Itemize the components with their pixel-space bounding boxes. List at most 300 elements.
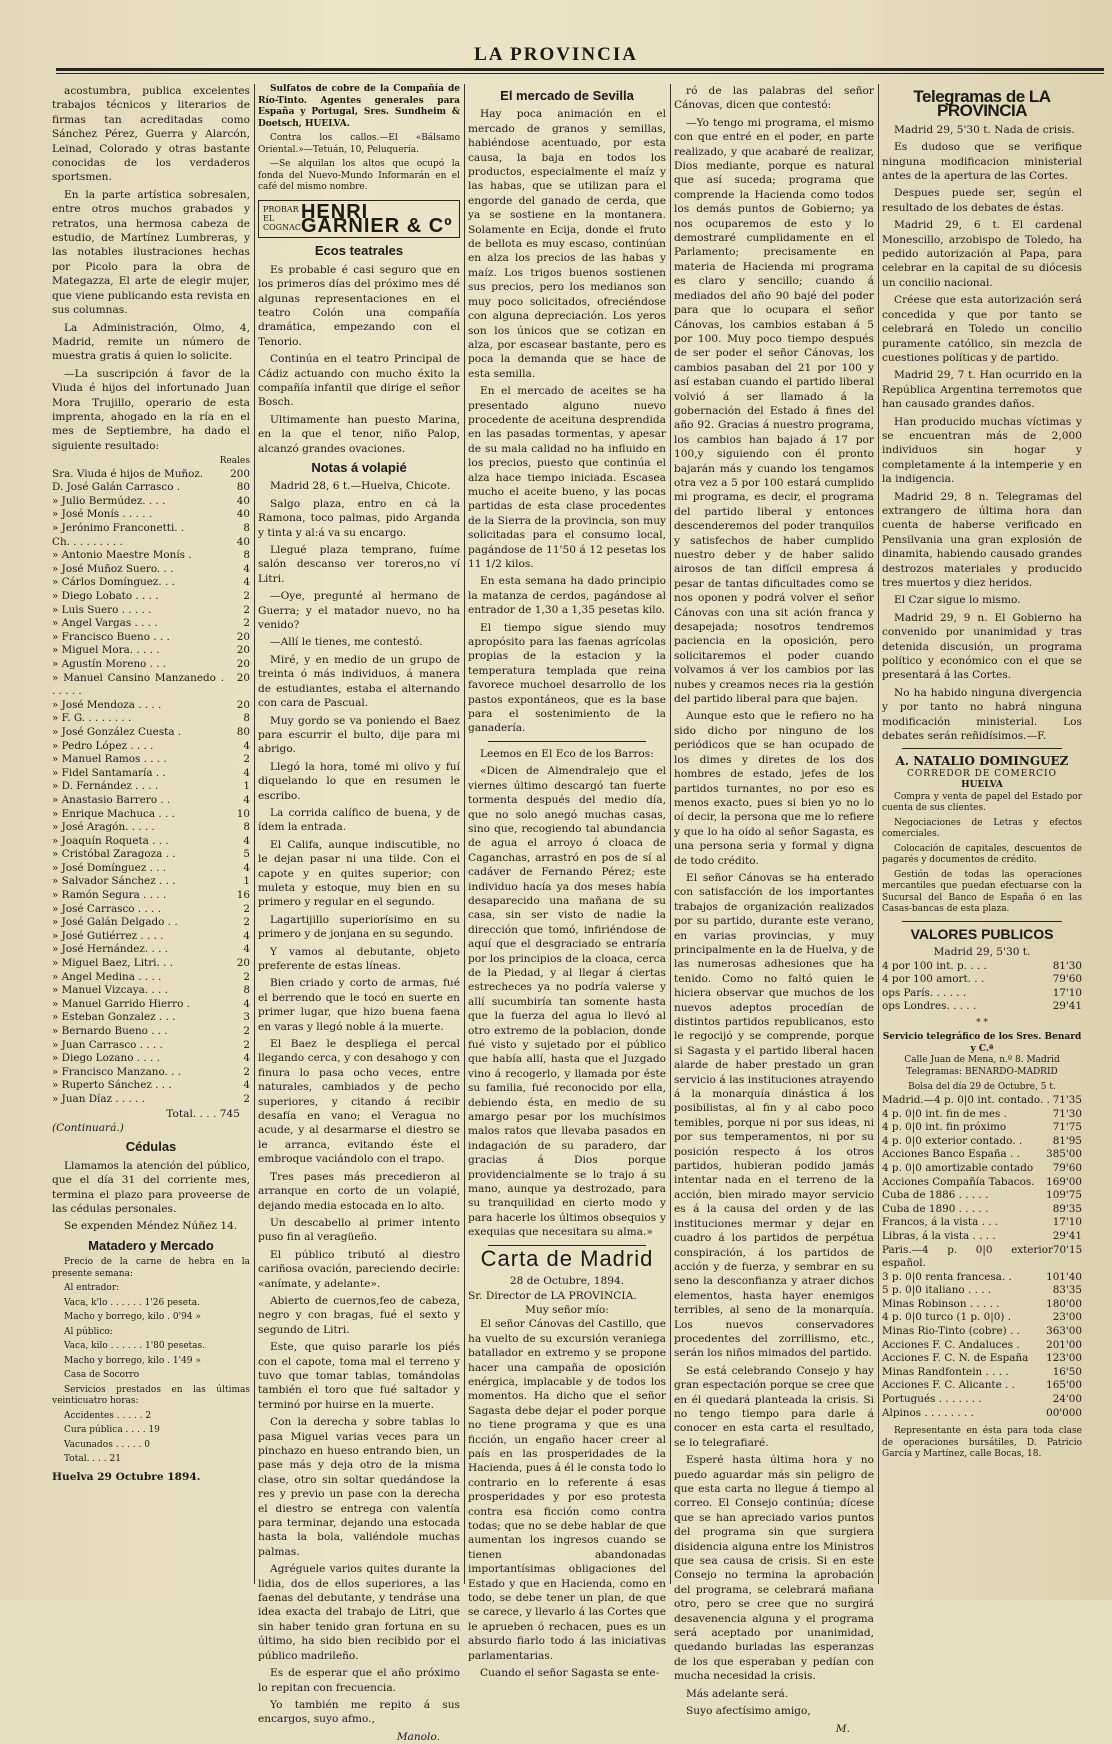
servicio-address: Calle Juan de Mena, n.º 8. Madrid	[904, 1055, 1060, 1066]
paragraph: El público tributó al diestro cariñosa ovación, pareciendo decirle: «anímate, y adelante».	[258, 1248, 460, 1290]
donor-row-value: 4	[243, 576, 250, 589]
donor-row-value: 2	[243, 1038, 250, 1051]
donor-row	[52, 957, 250, 971]
broker-role: CORREDOR DE COMERCIO	[907, 768, 1057, 779]
donor-row-value: 4	[243, 793, 250, 806]
bolsa-row	[882, 1325, 1082, 1339]
donor-row	[52, 576, 250, 590]
price-line: Al entrador:	[64, 1283, 120, 1294]
donor-row	[52, 1066, 250, 1080]
donor-row	[52, 943, 250, 957]
donor-row-value: 20	[236, 630, 250, 643]
bolsa-row-value: 109'75	[1046, 1189, 1082, 1202]
bolsa-row	[882, 1284, 1082, 1298]
service-line: Gestión de todas las operaciones mercantiles que puedan efectuarse con la Sucursal del Banco de España ó en las Casas-bancas de esta plaza.	[882, 869, 1082, 915]
donor-total: Total. . . . 745	[166, 1107, 240, 1120]
donor-row	[52, 481, 250, 495]
matadero-body	[52, 1257, 250, 1466]
bolsa-row-label: Acciones F. C. N. de España	[882, 1352, 1029, 1365]
representative-note: Representante en ésta para toda clase de operaciones bursátiles, D. Patricio García y Martínez, calle Bocas, 18.	[882, 1426, 1082, 1460]
telegram: Créese que esta autorización será concedida y que por tanto se celebrará en Toledo un concilio puramente católico, sin mezcla de cuestiones políticas y de partido.	[882, 294, 1082, 364]
donor-row-value: 2	[243, 753, 250, 766]
valor-row-label: ops Londres. . . . .	[882, 1000, 977, 1013]
bolsa-row	[882, 1271, 1082, 1285]
donor-row-label: » Jerónimo Franconetti. .	[52, 522, 185, 535]
bolsa-row	[882, 1298, 1082, 1312]
price-line: Macho y borrego, kilo . 0'94 »	[64, 1312, 201, 1323]
ecos-title: Ecos teatrales	[314, 243, 404, 259]
donor-row-label: » Fidel Santamaría . .	[52, 766, 166, 779]
valor-row-value: 29'41	[1052, 1000, 1082, 1013]
donor-row	[52, 835, 250, 849]
valor-row-label: ops París. . . . . .	[882, 986, 967, 999]
donor-row-value: 20	[236, 644, 250, 657]
column-divider	[878, 84, 879, 1584]
bolsa-row-label: Portugués . . . . . . .	[882, 1393, 982, 1406]
cedulas-title: Cédulas	[125, 1139, 177, 1155]
donor-row-label: » Miguel Baez, Litri. . .	[52, 957, 174, 970]
donor-row	[52, 590, 250, 604]
donor-row-label: » Manuel Vizcaya. . . .	[52, 984, 168, 997]
donor-row-value: 8	[243, 522, 250, 535]
donor-row-label: » Enrique Machuca . . .	[52, 807, 175, 820]
telegram: Madrid 29, 5'30 t. Nada de crisis.	[894, 123, 1075, 136]
donor-row	[52, 726, 250, 740]
reales-label: Reales	[219, 456, 250, 467]
column-divider	[464, 84, 465, 1584]
donor-row	[52, 984, 250, 998]
donor-row	[52, 916, 250, 930]
donor-row-label: » José González Cuesta .	[52, 725, 182, 738]
paragraph: Miré, y en medio de un grupo de treinta ó más individuos, á manera de estudiantes, estaba el alternando con cara de Pascual.	[258, 653, 460, 710]
bolsa-row-value: 71'75	[1052, 1121, 1082, 1134]
donor-row	[52, 549, 250, 563]
service-line: Compra y venta de papel del Estado por cuenta de sus clientes.	[882, 791, 1082, 814]
bolsa-row-value: 71'30	[1052, 1107, 1082, 1120]
donor-row-value: 40	[236, 535, 250, 548]
bolsa-row	[882, 1230, 1082, 1244]
bolsa-row-value: 16'50	[1052, 1365, 1082, 1378]
donor-row-value: 4	[243, 997, 250, 1010]
cognac-advert	[258, 200, 460, 239]
paragraph: —Allí le tienes, me contestó.	[270, 636, 423, 649]
donor-row	[52, 1025, 250, 1039]
donor-row	[52, 468, 250, 482]
donor-row-value: 5	[243, 848, 250, 861]
donor-row	[52, 563, 250, 577]
mercado-body	[468, 107, 666, 735]
donor-row	[52, 1011, 250, 1025]
donor-row-value: 2	[243, 916, 250, 929]
bolsa-row-value: 00'000	[1046, 1406, 1082, 1419]
bolsa-row	[882, 1121, 1082, 1135]
donor-row-value: 1	[243, 780, 250, 793]
donor-row-label: » Agustín Moreno . . .	[52, 657, 167, 670]
subscription-intro	[52, 84, 250, 453]
donor-row-label: » Juan Carrasco . . . .	[52, 1038, 163, 1051]
donor-row-label: D. José Galán Carrasco .	[52, 481, 181, 494]
bolsa-row-label: Acciones F. C. Andaluces .	[882, 1338, 1020, 1351]
price-line: Total. . . . 21	[64, 1454, 121, 1465]
matadero-title: Matadero y Mercado	[88, 1237, 214, 1253]
bolsa-row	[882, 1176, 1082, 1190]
price-line: Macho y borrego, kilo . 1'49 »	[64, 1355, 201, 1366]
paragraph: acostumbra, publica excelentes trabajos técnicos y literarios de firmas tan acreditadas como Sánchez Pérez, Guerra y Alarcón, Leinad, Colorado y otras bastante conocidas de los verdaderos sportsmen.	[52, 85, 250, 184]
donor-row-value: 2	[243, 970, 250, 983]
bolsa-row-label: Francos, á la vista . . .	[882, 1216, 999, 1229]
paragraph: Se está celebrando Consejo y hay gran espectación porque se cree que en él quedará planteada la crisis. Si no tengo tiempo para darle á conocer en esta carta el resultado, se lo telegrafiaré.	[674, 1364, 874, 1449]
valores-table	[882, 960, 1082, 1014]
donor-row-value: 80	[236, 725, 250, 738]
bolsa-row-label: Acciones Banco España . .	[882, 1148, 1020, 1161]
telegram: Madrid 29, 8 n. Telegramas del extrangero de última hora dan cuenta de haberse verificado en Pensilvania una gran explosión de dinamita, habiendo causado grandes destrozos materiales y producido tres muertos y diez heridos.	[882, 490, 1082, 589]
bolsa-row-value: 23'00	[1052, 1311, 1082, 1324]
bolsa-row	[882, 1379, 1082, 1393]
paragraph: El señor Cánovas se ha enterado con satisfacción de los importantes trabajos de organización realizados por su partido, durante este verano, en varias provincias, y muy principalmente en la de Huelva, y de las numerosas adhesiones que ha tenido. Como no faltó quien le hiciera observar que muchos de los nuevos adeptos procedían de distintos partidos republicanos, esto le regocijó y se comprende, porque si Sagasta y el partido liberal hacen alarde de haber prestado un gran servicio á las instituciones atrayendo á la monarquía dinástica á los posibilistas, al fin y al cabo poco temibles, porque ni por sus ideas, ni por sus temperamentos, ni por su posición respecto á los otros partidos, hubieran podido jamás intentar nada en el terreno de la acción, bien mirado mayor servicio es á la causa del orden y de las instituciones mermar y dejar en cuadro á los partidos de perpétua conspiración, á los partidos de acción y de fuerza, y sembrar en su seno la desconfianza y atraer dichos elementos, hasta hayer enemigos terribles, al seno de la monarquía. Los nuevos conservadores procedentes del zorrillismo, etc., serán los niños mimados del partido.	[674, 871, 874, 1360]
broker-services	[882, 792, 1082, 916]
carta-signature: M.	[835, 1722, 850, 1735]
column-divider	[254, 84, 255, 1584]
paragraph: Llegué plaza temprano, fuíme salón descanso ver toreros,no ví Litri.	[258, 544, 460, 585]
donor-row-label: » Miguel Mora. . . . .	[52, 644, 160, 657]
donor-row-value: 2	[243, 1025, 250, 1037]
donor-row-value: 3	[243, 1011, 250, 1024]
donor-row-label: » D. Fernández . . . .	[52, 780, 159, 793]
donor-row-label: » José Hernández. . . .	[52, 943, 169, 956]
donor-row-value: 4	[243, 562, 250, 575]
donor-row-label: » Esteban Gonzalez . . .	[52, 1011, 176, 1024]
donor-row-value: 2	[243, 902, 250, 915]
donor-row	[52, 780, 250, 794]
paragraph: Es probable é casi seguro que en los primeros días del próximo mes dé algunas representaciones en el teatro Colón una compañía dramática, empezando con el Tenorio.	[258, 263, 460, 348]
donor-row-value: 40	[236, 508, 250, 521]
valor-row	[882, 960, 1082, 974]
ad-callos: Contra los callos.—El «Bálsamo Oriental.»—Tetuán, 10, Peluquería.	[258, 133, 460, 155]
carta-greeting: Muy señor mío:	[525, 1303, 609, 1316]
price-line: Casa de Socorro	[64, 1370, 140, 1381]
donor-row	[52, 1079, 250, 1093]
mercado-title: El mercado de Sevilla	[500, 88, 634, 103]
bolsa-row-value: 169'00	[1046, 1175, 1082, 1188]
telegram: Madrid 29, 6 t. El cardenal Monescillo, arzobispo de Toledo, ha pedido autorización al Papa, para celebrar en la capital de su diócesis un concilio nacional.	[882, 219, 1082, 289]
paragraph: —Oye, pregunté al hermano de Guerra; y el matador nuevo, no ha venido?	[258, 590, 460, 632]
carta-continuation	[674, 84, 874, 1719]
donor-row-value: 8	[243, 549, 250, 562]
price-line: Vacunados . . . . . 0	[64, 1439, 151, 1450]
bolsa-row	[882, 1135, 1082, 1149]
bolsa-row	[882, 1244, 1082, 1271]
carta-date: 28 de Octubre, 1894.	[509, 1275, 625, 1288]
donor-row-label: » Diego Lobato . . . .	[52, 590, 159, 602]
bolsa-row	[882, 1352, 1082, 1366]
bolsa-row-value: 81'95	[1052, 1134, 1082, 1147]
bolsa-row-value: 201'00	[1046, 1338, 1082, 1351]
ad-alquiler: —Se alquilan los altos que ocupó la fonda del Nuevo-Mundo Informarán en el café del mismo nombre.	[258, 159, 460, 192]
donor-row-value: 2	[243, 617, 250, 630]
paragraph: El Baez le despliega el percal llegando cerca, y con desahogo y con finura lo pasa ocho veces, entre naturales, cambiados y de pecho superiores, y citando á recibir desafía en vano; el Veragua no acude, y al desarmarse el diestro se le arranca, evitando éste el embroque vaciándolo con el trapo.	[258, 1038, 460, 1166]
bolsa-row	[882, 1108, 1082, 1122]
bolsa-row-label: Alpinos . . . . . . . .	[882, 1406, 974, 1419]
donor-row-label: » Angel Medina . . . .	[52, 970, 162, 983]
carta-body	[468, 1317, 666, 1680]
donor-row-value: 4	[243, 943, 250, 956]
donor-row-label: » Salvador Sánchez . . .	[52, 875, 176, 888]
notas-body	[258, 479, 460, 1726]
donor-row-label: » Pedro López . . . .	[52, 739, 154, 752]
paragraph: Esperé hasta última hora y no puedo aguardar más sin peligro de que esta carta no llegue á tiempo al correo. El Consejo continúa; dícese que se han apreciado varios puntos del programa sin que surgiera disidencia alguna entre los Ministros que sea causa de crisis. Si en este Consejo no termina la aprobación del programa, se celebrará mañana otro, pero se cree que no surgirá desavenencia alguna y el programa será aceptado por unanimidad, quedando burladas las esperanzas de los que esperaban y pedían con mucha necesidad la crisis.	[674, 1454, 874, 1683]
donor-row	[52, 699, 250, 713]
bolsa-row	[882, 1311, 1082, 1325]
donor-row-value: 2	[243, 1092, 250, 1105]
valor-row-label: 4 por 100 int. p. . . .	[882, 959, 987, 972]
carta-addressee: Sr. Director de LA PROVINCIA.	[468, 1289, 637, 1302]
donor-row	[52, 1093, 250, 1107]
carta-title: Carta de Madrid	[480, 1245, 654, 1271]
paragraph: Abierto de cuernos,feo de cabeza, negro y con bragas, fué el sexto y segundo de Litri.	[258, 1294, 460, 1336]
donor-row	[52, 712, 250, 726]
footer-dateline: Huelva 29 Octubre 1894.	[52, 1470, 201, 1483]
donor-row	[52, 508, 250, 522]
donor-row	[52, 617, 250, 631]
column-5	[882, 84, 1082, 1584]
donor-row-value: 20	[236, 671, 250, 684]
donor-row-label: » Antonio Maestre Monís .	[52, 549, 192, 562]
donor-row-label: » Julio Bermúdez. . . .	[52, 494, 166, 507]
separator	[902, 748, 1062, 749]
paragraph: El tiempo sigue siendo muy apropósito para las faenas agrícolas propias de la estacion y la temperatura templada que reina favorece muchoel desarrollo de los pastos expontáneos, que es la base para el sostenimiento de la ganadería.	[468, 621, 666, 735]
donor-row	[52, 644, 250, 658]
continuara-note: (Continuará.)	[52, 1121, 124, 1134]
paragraph: El Califa, aunque indiscutible, no le dejan pasar ni una tilde. Con el capote y en quites superior; con muleta y estoque, muy bien en su primero y regular en el segundo.	[258, 838, 460, 909]
donor-row	[52, 604, 250, 618]
valor-row	[882, 1000, 1082, 1014]
donor-row	[52, 522, 250, 536]
price-line: Servicios prestados en las últimas veinticuatro horas:	[52, 1384, 250, 1407]
donor-row-label: » Anastasio Barrero . .	[52, 793, 171, 806]
donor-row-label: » José Mendoza . . . .	[52, 698, 162, 711]
bolsa-row-label: Madrid.—4 p. 0|0 int. contado. .	[882, 1093, 1050, 1106]
bolsa-row	[882, 1094, 1082, 1108]
telegram: Madrid 29, 7 t. Han ocurrido en la República Argentina terremotos que han causado grandes daños.	[882, 369, 1082, 411]
bolsa-row-label: Acciones Compañía Tabacos.	[882, 1175, 1035, 1188]
paragraph: Ultimamente han puesto Marina, en la que el tenor, niño Palop, alcanzó grandes ovaciones.	[258, 413, 460, 455]
donor-row-label: » F. G. . . . . . . .	[52, 712, 132, 725]
donor-row-value: 40	[236, 494, 250, 507]
ornament: * *	[976, 1018, 988, 1029]
donor-row	[52, 808, 250, 822]
paragraph: Más adelante será.	[686, 1687, 789, 1700]
donor-row-label: » Francisco Bueno . . .	[52, 630, 170, 643]
telegram: Es dudoso que se verifique ninguna modificacion ministerial antes de la apertura de las Cortes.	[882, 141, 1082, 183]
paragraph: Madrid 28, 6 t.—Huelva, Chicote.	[270, 480, 451, 493]
telegram: Madrid 29, 9 n. El Gobierno ha convenido por unanimidad y tras detenida discusión, un programa político y económico con el que se presentará á las Cortes.	[882, 611, 1082, 682]
bolsa-row-label: Minas Robinson . . . . .	[882, 1297, 1000, 1310]
column-3	[468, 84, 666, 1680]
paragraph: Agréguele varios quites durante la lidia, dos de ellos superiores, a las faenas del debutante, y tendráse una idea exacta del trabajo de Litri, que sin haber tenido gran fortuna en su último, ha sido bien recibido por el público madrileño.	[258, 1563, 460, 1662]
donor-row-label: » Francisco Manzano. . .	[52, 1065, 182, 1078]
paragraph: Aunque esto que le refiero no ha sido dicho por ninguno de los periódicos que se han ocupado de los dimes y diretes de los dos hombres de estado, jefes de los partidos turnantes, no por eso es menos exacto, pues si bien yo no lo oí decir, la persona que me lo refiere y que lo ha oído al señor Sagasta, es una persona seria y formal y digna de todo crédito.	[674, 710, 874, 867]
donor-row	[52, 794, 250, 808]
paragraph: Lagartijillo superiorísimo en su primero y de jonjana en su segundo.	[258, 913, 460, 941]
donor-row-value: 4	[243, 739, 250, 752]
donor-row-value: 16	[236, 889, 250, 902]
donor-row-label: » José Carrasco . . . .	[52, 902, 161, 915]
valores-title: VALORES PUBLICOS	[910, 925, 1054, 942]
servicio-title: Servicio telegráfico de los Sres. Benard y C.ª	[882, 1032, 1082, 1054]
separator	[488, 741, 646, 742]
donor-row	[52, 930, 250, 944]
donor-row	[52, 1052, 250, 1066]
bolsa-row-label: Minas Rio-Tinto (cobre) . .	[882, 1325, 1020, 1338]
donor-row-label: » Angel Vargas . . . .	[52, 617, 158, 630]
donor-row-value: 2	[243, 603, 250, 616]
donor-row	[52, 903, 250, 917]
cedulas-body	[52, 1159, 250, 1234]
donor-row-label: » Cárlos Domínguez. . .	[52, 576, 175, 589]
bolsa-row-label: Acciones F. C. Alicante . .	[882, 1379, 1015, 1392]
donor-row-value: 20	[236, 657, 250, 670]
paragraph: Yo también me repito á sus encargos, suyo afmo.,	[258, 1698, 460, 1726]
donor-row-label: » José Muñoz Suero. . .	[52, 562, 174, 575]
bolsa-row	[882, 1393, 1082, 1407]
donor-row-value: 20	[236, 957, 250, 970]
donor-row-label: » José Domínguez . . .	[52, 861, 167, 874]
telegramas-title: Telegramas de LA PROVINCIA	[913, 87, 1051, 121]
donor-row-label: » Ramón Segura . . . .	[52, 889, 167, 902]
donor-row-value: 8	[243, 984, 250, 997]
bolsa-row-label: Cuba de 1886 . . . . .	[882, 1189, 989, 1202]
bolsa-row	[882, 1189, 1082, 1203]
bolsa-row	[882, 1162, 1082, 1176]
bolsa-row-value: 70'15	[1052, 1243, 1083, 1256]
column-divider	[670, 84, 671, 1584]
paragraph: Cuando el señor Sagasta se ente-	[480, 1667, 660, 1680]
bolsa-row-label: Libras, á la vista . . . .	[882, 1229, 996, 1242]
bolsa-row-label: Cuba de 1890 . . . . .	[882, 1202, 989, 1215]
bolsa-row-value: 89'35	[1052, 1202, 1082, 1215]
paragraph: Llamamos la atención del público, que el día 31 del corriente mes, termina el plazo para proveerse de las cédulas personales.	[52, 1159, 250, 1215]
valores-dateline: Madrid 29, 5'30 t.	[933, 946, 1031, 959]
donor-row-label: » Manuel Cansino Manzanedo . . . . . .	[52, 671, 224, 698]
bolsa-table	[882, 1094, 1082, 1420]
donor-list	[52, 468, 250, 1107]
paragraph: Tres pases más precedieron al arranque en corto de un volapié, dejando media estocada en lo alto.	[258, 1170, 460, 1212]
donor-row-label: Sra. Viuda é hijos de Muñoz.	[52, 467, 204, 480]
separator	[902, 921, 1062, 922]
paragraph: El señor Cánovas del Castillo, que ha vuelto de su excursión veraniega batallador en extremo y se propone hacer una campaña de oposición enérgica, implacable y de todos los momentos. Ha dicho que el señor Sagasta debe dejar el poder porque no tiene programa y que es una ficción, un engaño hacer creer al país en las prosperidades de la Hacienda, pues á él le consta todo lo contrario en lo referente á esas prosperidades y por eso protesta contra esa ficción como contra todas; que no se debe hablar de que aumentan los ingresos cuando se tienen abandonadas importantísimas obligaciones del Estado y que en Hacienda, como en todo, se debe tener un plan, de que se carece, y llevarlo á las Cortes que le aprueben ó rechacen, pues es un absurdo fiarlo todo á las iniciativas parlamentarias.	[468, 1318, 666, 1662]
donor-row	[52, 536, 250, 550]
donor-row-label: Ch. . . . . . . . .	[52, 535, 123, 548]
donor-row-value: 10	[236, 807, 250, 820]
bolsa-row-label: 5 p. 0|0 italiano . . . .	[882, 1284, 992, 1297]
donor-row	[52, 495, 250, 509]
price-line: Accidentes . . . . . 2	[64, 1410, 152, 1421]
paragraph: Llegó la hora, tomé mi olivo y fuí diquelando lo que en resumen le escribo.	[258, 760, 460, 802]
paragraph: Hay poca animación en el mercado de granos y semillas, habiéndose acentuado, por esta causa, la baja en todos los productos, especialmente el maíz y las habas, que se utilizan para el engorde del ganado de cerda, que ya se sostiene en la montanera. Solamente en Ecija, donde el fruto de bellota es muy escaso, continúan en alza los precios de las habas y maíz. Los trigos buenos sostienen sus precios, pero los medianos son muy poco solicitados, ofreciéndose con alguna depreciación. Los yeros son los únicos que se cotizan en alza, por escasear bastante, pero es poca la demanda que se hace de esta semilla.	[468, 108, 666, 380]
bolsa-row-value: 79'60	[1052, 1161, 1082, 1174]
bolsa-row-value: 385'00	[1046, 1148, 1082, 1161]
ecos-body	[258, 263, 460, 456]
donor-row-value: 4	[243, 861, 250, 874]
donor-row-label: » Diego Lozano . . . .	[52, 1052, 160, 1065]
price-line: Vaca, k'lo . . . . . . 1'26 peseta.	[64, 1297, 200, 1308]
donor-row-label: » Ruperto Sánchez . . .	[52, 1079, 172, 1092]
valor-row-value: 17'10	[1052, 986, 1082, 999]
ad-sulfatos: Sulfatos de cobre de la Compañía de Río-Tinto. Agentes generales para España y Portugal, Sres. Sundheim & Doetsch, HUELVA.	[258, 84, 460, 129]
column-1	[52, 84, 250, 1584]
bolsa-row-value: 71'35	[1052, 1093, 1082, 1106]
bolsa-row-value: 180'00	[1046, 1297, 1082, 1310]
donor-row-label: » José Monís . . . . .	[52, 508, 153, 521]
paragraph: Se expenden Méndez Núñez 14.	[64, 1220, 238, 1233]
bolsa-row-value: 83'35	[1052, 1284, 1082, 1297]
bolsa-dateline: Bolsa del día 29 de Octubre, 5 t.	[908, 1082, 1056, 1093]
donor-row-value: 2	[243, 590, 250, 602]
paragraph: Salgo plaza, entro en cá la Ramona, toco palmas, pido Arganda y tinta y al:á va su encargo.	[258, 497, 460, 539]
bolsa-row-label: 4 p. 0|0 int. fin de mes .	[882, 1107, 1007, 1120]
paragraph: En esta semana ha dado principio la matanza de cerdos, pagándose al entrador de 1,30 a 1,35 pesetas kilo.	[468, 575, 666, 617]
valor-row-value: 81'30	[1052, 959, 1082, 972]
valor-row	[882, 973, 1082, 987]
bolsa-row-value: 123'00	[1046, 1352, 1082, 1365]
donor-row-label: » José Galán Delgado . .	[52, 916, 178, 929]
paragraph: Con la derecha y sobre tablas lo pasa Miguel varias veces para un pinchazo en hueso entrando bien, un pase más y deja otro de la misma clase, otro sin soltar quedándose la res y previo un pase con la derecha el diestro se entrega con valentía para terminar, dejando una estocada hasta la bola, valiéndole muchas palmas.	[258, 1416, 460, 1558]
donor-row-label: » Luis Suero . . . . .	[52, 603, 152, 616]
paragraph: En la parte artística sobresalen, entre otros muchos grabados y retratos, una hermosa cabeza de estudio, de Martínez Lumbreras, y las notables ilustraciones hechas por Picolo para la obra de Mategazza, El arte de elegir mujer, que viene publicando esta revista en sus columnas.	[52, 188, 250, 317]
donor-row-value: 20	[236, 698, 250, 711]
donor-row-label: » José Aragón. . . . .	[52, 821, 155, 834]
price-line: Vaca, kilo . . . . . . 1'80 pesetas.	[64, 1341, 205, 1352]
price-line: Precio de la carne de hebra en la presente semana:	[52, 1257, 250, 1279]
notas-title: Notas á volapié	[311, 460, 407, 475]
donor-row	[52, 889, 250, 903]
bolsa-row	[882, 1339, 1082, 1353]
bolsa-row-label: 4 p. 0|0 turco (1 p. 0|0) .	[882, 1311, 1012, 1324]
telegram: Despues puede ser, según el resultado de los debates de éstas.	[882, 187, 1082, 214]
eco-body	[468, 764, 666, 1239]
cognac-brand: HENRI GARNIER & Cº	[300, 200, 453, 237]
donor-row-value: 8	[243, 821, 250, 834]
paragraph: —Yo tengo mi programa, el mismo con que entré en el poder, en parte realizado, y que acabaré de realizar, Dios mediante, porque es natural que así suceda; programa que comprende la Hacienda como todos los demás puntos de Gobierno; ya nos ocuparemos de esto y lo demostraré cumplidamente en el Parlamento; precisamente en materia de Hacienda mi programa es claro y sencillo; cuando á mediados del año 90 bajé del poder para que lo ocupara el señor Cánovas, los cambios estaban á 5 por 100. Muy poco tiempo después de ser poder el señor Cánovas, los cambios pasaban del 21 por 100 y así estaban cuando el partido liberal volvió á ser llamado á la gobernación del Estado á fines del año 92. Gracias á nuestro programa, los cambios han bajado á 17 por 100,y siguiendo con él pronto bajarán más y cuando los tengamos otra vez a 5 por 100 estará cumplido mi programa, es decir, el programa del partido liberal y entonces descenderemos del poder tranquilos y satisfechos de haber cumplido nuestro deber y de haber salido airosos de tan difícil empresa á pesar de tantas dificultades como se nos oponen y podrá volver el señor Cánovas con una sit ación franca y desapejada; nosotros tendremos paciencia en la oposición, pero solicitaremos el poder cuando volvamos á ver los cambios por las nubes y creamos neces ria la gestión del partido liberal para que bajen.	[674, 116, 874, 706]
valor-row	[882, 987, 1082, 1001]
bolsa-row-value: 17'10	[1052, 1216, 1082, 1229]
paragraph: ró de las palabras del señor Cánovas, dicen que contestó:	[674, 85, 874, 112]
donor-row	[52, 862, 250, 876]
bolsa-row-label: 4 p. 0|0 amortizable contado	[882, 1161, 1034, 1174]
paragraph: En el mercado de aceites se ha presentado alguno nuevo procedente de aceituna desprendida en las pasadas tormentas, y apesar de su mala calidad no ha influido en los precios, puesto que continúa el alza hace tiempo iniciada. Escasea mucho el aceite bueno, y las pocas partidas de esta clase procedentes de la Sierra de la provincia, son muy solicitadas para el consumo local, pagándose de 11'50 á 12 pesetas los 11 1/2 kilos.	[468, 385, 666, 570]
donor-row-value: 8	[243, 712, 250, 725]
donor-row	[52, 767, 250, 781]
masthead-rule	[56, 68, 1104, 71]
donor-row-value: 4	[243, 1079, 250, 1092]
bolsa-row	[882, 1203, 1082, 1217]
donor-row	[52, 998, 250, 1012]
notas-signature: Manolo.	[396, 1730, 440, 1743]
donor-row-label: » José Gutiérrez . . . .	[52, 929, 164, 942]
cognac-prompt: PROBAR EL COGNAC	[263, 205, 301, 233]
donor-row	[52, 658, 250, 672]
bolsa-row	[882, 1148, 1082, 1162]
donor-row-value: 200	[230, 467, 250, 480]
telegram: El Czar sigue lo mismo.	[894, 594, 1021, 607]
column-2	[258, 84, 460, 1743]
paragraph: La corrida calífico de buena, y de ídem la entrada.	[258, 806, 460, 834]
newspaper-masthead: LA PROVINCIA	[474, 44, 638, 65]
price-line: Al público:	[64, 1326, 113, 1337]
donor-row-label: » Manuel Ramos . . . .	[52, 753, 167, 766]
paragraph: —La suscripción á favor de la Viuda é hijos del infortunado Juan Mora Trujillo, operario de esta imprenta, ahogado en la ría en el mes de Septiembre, ha dado el siguiente resultado:	[52, 367, 250, 452]
bolsa-row-value: 101'40	[1046, 1270, 1082, 1283]
